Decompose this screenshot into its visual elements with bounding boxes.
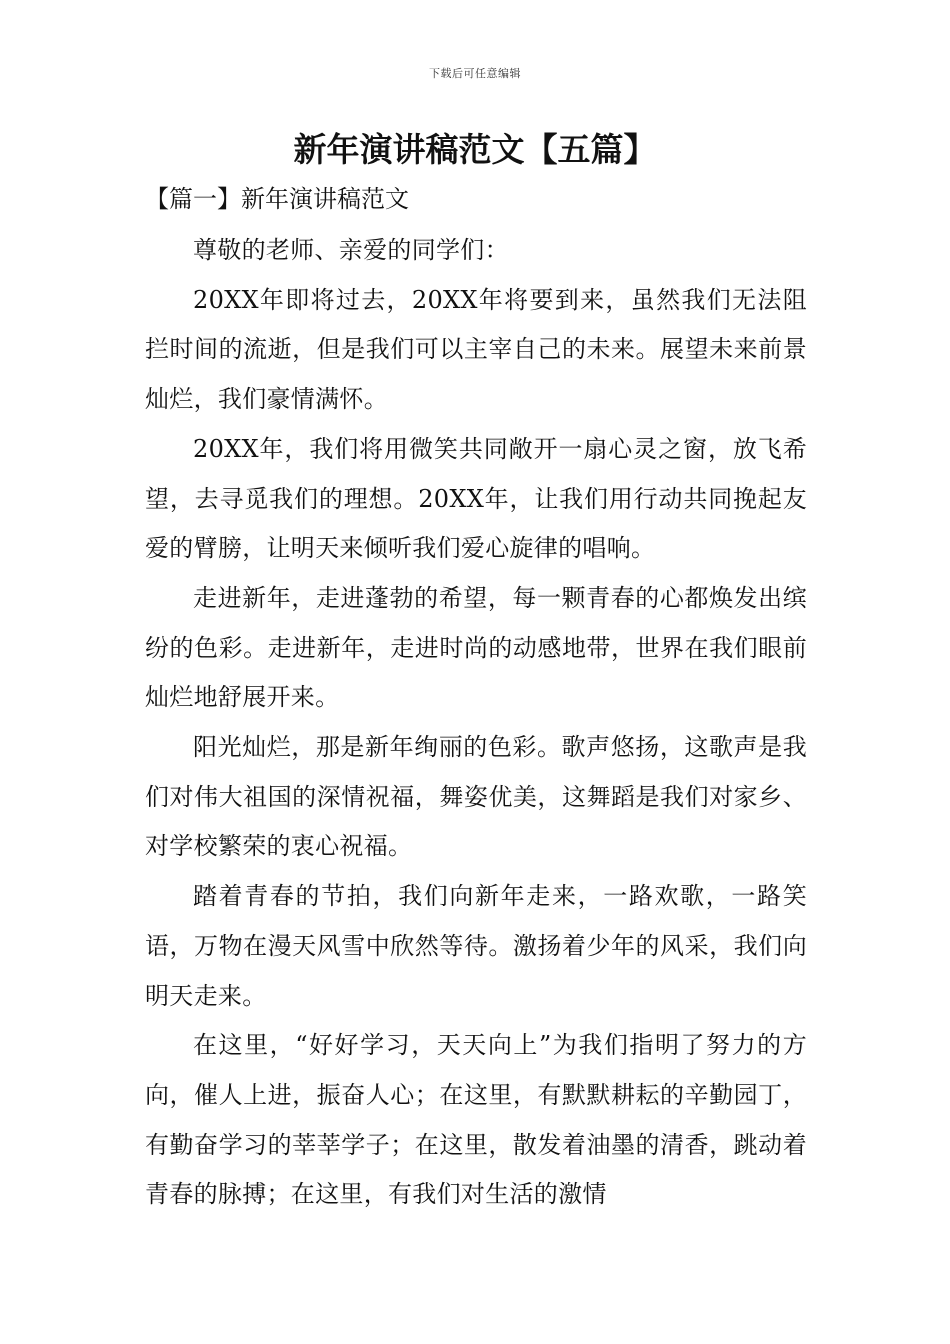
section-heading: 【篇一】新年演讲稿范文: [145, 185, 409, 213]
body-paragraph: 20XX年，我们将用微笑共同敞开一扇心灵之窗，放飞希望，去寻觅我们的理想。20XX年，让我们用行动共同挽起友爱的臂膀，让明天来倾听我们爱心旋律的唱响。: [145, 434, 807, 563]
body-paragraph: 走进新年，走进蓬勃的希望，每一颗青春的心都焕发出缤纷的色彩。走进新年，走进时尚的动感地带，世界在我们眼前灿烂地舒展开来。: [145, 583, 807, 712]
body-paragraph: 在这里，“好好学习，天天向上”为我们指明了努力的方向，催人上进，振奋人心；在这里，有默默耕耘的辛勤园丁，有勤奋学习的莘莘学子；在这里，散发着油墨的清香，跳动着青春的脉搏；在这里，有我们对生活的激情: [145, 1031, 807, 1209]
salutation-paragraph: 尊敬的老师、亲爱的同学们：: [193, 236, 509, 264]
header-note: 下载后可任意编辑: [429, 67, 521, 80]
body-paragraph: 20XX年即将过去，20XX年将要到来，虽然我们无法阻拦时间的流逝，但是我们可以主宰自己的未来。展望未来前景灿烂，我们豪情满怀。: [145, 285, 807, 414]
document-title: 新年演讲稿范文【五篇】: [293, 130, 657, 169]
body-paragraph: 阳光灿烂，那是新年绚丽的色彩。歌声悠扬，这歌声是我们对伟大祖国的深情祝福，舞姿优美，这舞蹈是我们对家乡、对学校繁荣的衷心祝福。: [145, 733, 807, 861]
body-text: [145, 226, 807, 1220]
body-paragraph: 踏着青春的节拍，我们向新年走来，一路欢歌，一路笑语，万物在漫天风雪中欣然等待。激扬着少年的风采，我们向明天走来。: [145, 882, 807, 1010]
